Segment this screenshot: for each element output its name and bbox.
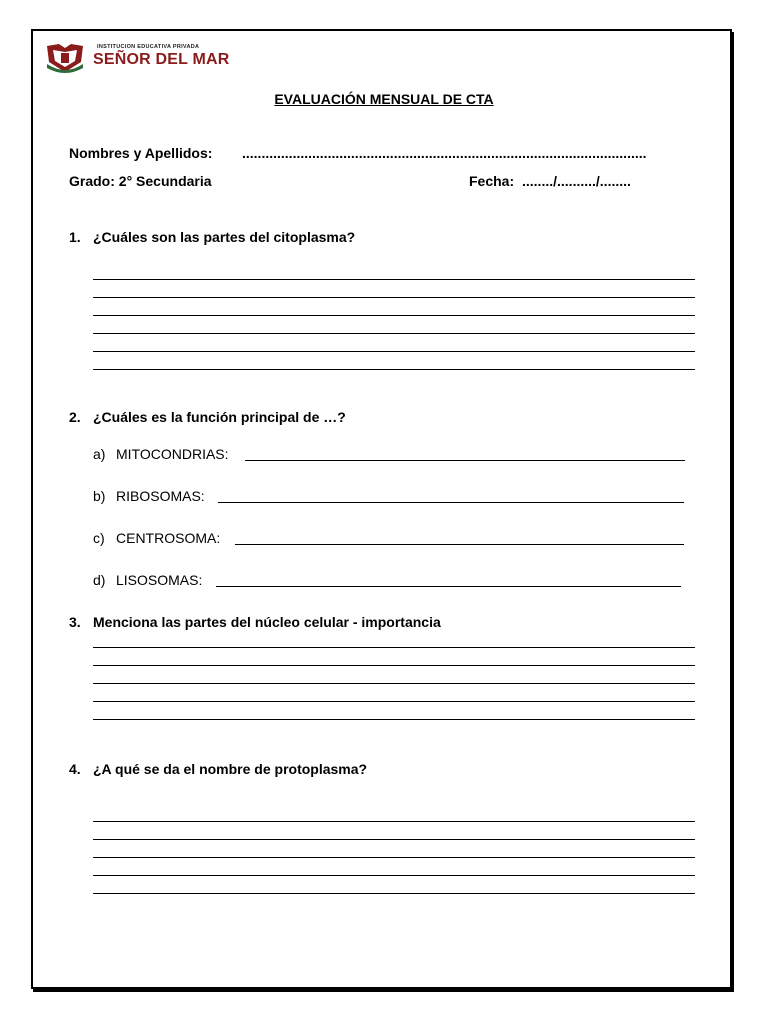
date-label: Fecha:: [469, 173, 515, 189]
item-letter: d): [93, 572, 106, 588]
question-1-text: ¿Cuáles son las partes del citoplasma?: [93, 229, 356, 245]
question-3-text: Menciona las partes del núcleo celular - importancia: [93, 614, 441, 630]
date-blank: ......../........../........: [522, 173, 631, 189]
answer-line: [93, 279, 695, 280]
answer-line: [93, 893, 695, 894]
item-lisosomas-label: LISOSOMAS:: [116, 572, 203, 588]
answer-line: [93, 665, 695, 666]
answer-line: [93, 647, 695, 648]
question-4-number: 4.: [69, 761, 81, 777]
answer-line: [93, 701, 695, 702]
item-mitocondrias-label: MITOCONDRIAS:: [116, 446, 229, 462]
page-title: EVALUACIÓN MENSUAL DE CTA: [274, 91, 494, 107]
item-ribosomas-label: RIBOSOMAS:: [116, 488, 205, 504]
answer-line: [93, 857, 695, 858]
institution-label: INSTITUCION EDUCATIVA PRIVADA: [97, 44, 200, 50]
item-centrosoma-label: CENTROSOMA:: [116, 530, 221, 546]
answer-line: [93, 683, 695, 684]
answer-line: [93, 369, 695, 370]
question-2-text: ¿Cuáles es la función principal de …?: [93, 409, 346, 425]
item-letter: a): [93, 446, 106, 462]
name-blank: ........................................................................................................: [242, 145, 647, 161]
school-crest-icon: [45, 42, 85, 74]
school-logo: [45, 42, 230, 74]
answer-line: [93, 315, 695, 316]
answer-line: [216, 586, 681, 587]
question-3-number: 3.: [69, 614, 81, 630]
question-1-number: 1.: [69, 229, 81, 245]
answer-line: [235, 544, 684, 545]
name-label: Nombres y Apellidos:: [69, 145, 213, 161]
question-4-text: ¿A qué se da el nombre de protoplasma?: [93, 761, 368, 777]
answer-line: [218, 502, 684, 503]
answer-line: [93, 839, 695, 840]
item-letter: c): [93, 530, 105, 546]
question-2-number: 2.: [69, 409, 81, 425]
item-letter: b): [93, 488, 106, 504]
answer-line: [93, 875, 695, 876]
answer-line: [93, 719, 695, 720]
grade-label: Grado: 2° Secundaria: [69, 173, 212, 189]
answer-line: [93, 351, 695, 352]
answer-line: [93, 297, 695, 298]
answer-line: [93, 333, 695, 334]
school-name: SEÑOR DEL MAR: [93, 51, 230, 68]
answer-line: [245, 460, 685, 461]
answer-line: [93, 821, 695, 822]
